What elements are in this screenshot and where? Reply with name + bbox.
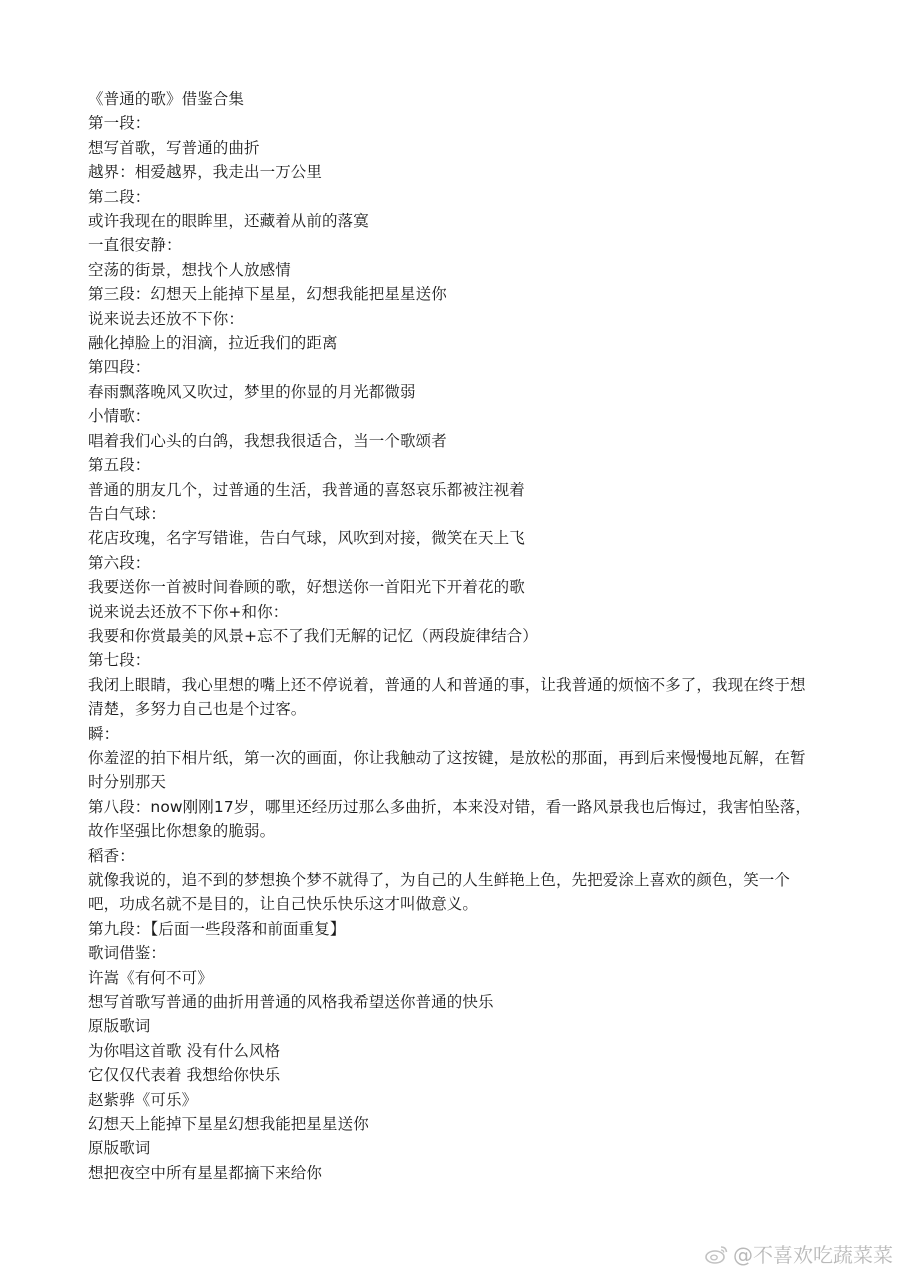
doc-line: 第一段： <box>88 114 151 133</box>
doc-line: 想写首歌，写普通的曲折 <box>88 138 260 157</box>
doc-line: 花店玫瑰，名字写错谁，告白气球，风吹到对接，微笑在天上飞 <box>88 529 525 548</box>
doc-title: 《普通的歌》借鉴合集 <box>88 90 245 108</box>
doc-line: 第三段：幻想天上能掉下星星，幻想我能把星星送你 <box>88 285 447 304</box>
doc-line: 说来说去还放不下你+和你： <box>88 602 289 621</box>
doc-line: 第二段： <box>88 187 151 206</box>
doc-paragraph: 你羞涩的拍下相片纸，第一次的画面，你让我触动了这按键，是放松的那面，再到后来慢慢地瓦解，在暂时分别那天 <box>88 748 806 792</box>
doc-line: 春雨飘落晚风又吹过，梦里的你显的月光都微弱 <box>88 382 416 401</box>
doc-line: 第五段： <box>88 456 151 475</box>
doc-line: 为你唱这首歌 没有什么风格 <box>88 1041 281 1060</box>
doc-line: 原版歌词 <box>88 1139 151 1158</box>
lyrics-document <box>88 87 813 1185</box>
doc-line: 一直很安静： <box>88 236 182 255</box>
doc-paragraph: 我闭上眼睛，我心里想的嘴上还不停说着，普通的人和普通的事，让我普通的烦恼不多了，我现在终于想清楚，多努力自己也是个过客。 <box>88 675 806 719</box>
doc-line: 我要送你一首被时间眷顾的歌，好想送你一首阳光下开着花的歌 <box>88 578 525 597</box>
doc-line: 歌词借鉴： <box>88 944 167 963</box>
doc-line: 第六段： <box>88 553 151 572</box>
doc-paragraph: 就像我说的，追不到的梦想换个梦不就得了，为自己的人生鲜艳上色，先把爱涂上喜欢的颜色，笑一个吧，功成名就不是目的，让自己快乐快乐这才叫做意义。 <box>88 871 791 914</box>
doc-line: 许嵩《有何不可》 <box>88 968 213 987</box>
doc-line: 唱着我们心头的白鸽，我想我很适合，当一个歌颂者 <box>88 431 447 450</box>
doc-line: 我要和你赏最美的风景+忘不了我们无解的记忆（两段旋律结合） <box>88 626 538 645</box>
doc-line: 告白气球： <box>88 504 167 523</box>
doc-line: 第七段： <box>88 651 151 670</box>
doc-line: 想把夜空中所有星星都摘下来给你 <box>88 1163 323 1182</box>
doc-line: 幻想天上能掉下星星幻想我能把星星送你 <box>88 1115 369 1134</box>
doc-line: 融化掉脸上的泪滴，拉近我们的距离 <box>88 334 338 353</box>
doc-line: 想写首歌写普通的曲折用普通的风格我希望送你普通的快乐 <box>88 993 494 1012</box>
doc-line: 小情歌： <box>88 407 151 426</box>
watermark-text: @不喜欢吃蔬菜菜 <box>733 1243 893 1267</box>
doc-line: 稻香： <box>88 846 135 865</box>
watermark <box>705 1239 893 1268</box>
doc-line: 它仅仅代表着 我想给你快乐 <box>88 1066 281 1085</box>
doc-line: 普通的朋友几个，过普通的生活，我普通的喜怒哀乐都被注视着 <box>88 480 525 499</box>
doc-line: 或许我现在的眼眸里，还藏着从前的落寞 <box>88 212 369 231</box>
weibo-logo-icon <box>705 1244 729 1264</box>
doc-line: 说来说去还放不下你： <box>88 309 245 328</box>
doc-line: 瞬： <box>88 724 120 743</box>
doc-line: 越界：相爱越界，我走出一万公里 <box>88 163 323 182</box>
doc-line: 赵紫骅《可乐》 <box>88 1090 198 1109</box>
doc-paragraph: 第八段：now刚刚17岁，哪里还经历过那么多曲折，本来没对错，看一路风景我也后悔过，我害怕坠落，故作坚强比你想象的脆弱。 <box>88 797 812 841</box>
doc-line: 原版歌词 <box>88 1017 151 1036</box>
doc-line: 第九段：【后面一些段落和前面重复】 <box>88 919 346 938</box>
doc-line: 第四段： <box>88 358 151 377</box>
doc-line: 空荡的街景，想找个人放感情 <box>88 260 291 279</box>
